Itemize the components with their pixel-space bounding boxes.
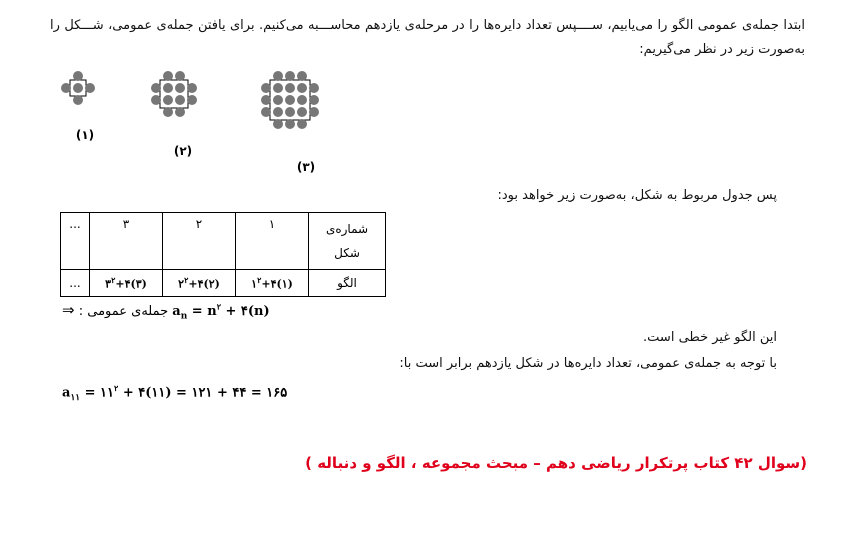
nonlinear-statement: این الگو غیر خطی است. [643,330,777,345]
outer-dot-left [261,107,271,117]
inner-square-frame [160,80,188,108]
eleventh-term-calculation [62,383,287,403]
formula-rhs-exp: ۲ [216,301,221,312]
outer-dot-bottom [163,107,173,117]
figure-2-label: (۲) [173,144,193,158]
outer-dot-right [309,83,319,93]
calc-base: = ۱۱ [80,385,115,401]
inner-dot [273,95,283,105]
outer-dot-bottom [273,119,283,129]
outer-dot-top [175,71,185,81]
figure-2-dots [150,70,198,118]
pattern-3-rest: +۴(۳) [115,277,147,291]
table-cell-number-3: ۳ [90,213,163,270]
outer-dot-top [73,71,83,81]
table-cell-pattern-1 [236,270,309,297]
inner-dot [285,107,295,117]
pattern-3-base: ۳ [105,277,112,291]
general-term-line [62,301,270,322]
figure-3-label: (۳) [296,160,316,174]
inner-dot [273,107,283,117]
pattern-header: الگو [309,270,386,297]
calc-exp: ۲ [114,383,119,393]
figure-1 [60,70,110,142]
table-cell-pattern-3 [90,270,163,297]
inner-dot [273,83,283,93]
inner-dot [175,83,185,93]
table-cell-pattern-2 [163,270,236,297]
outer-dot-bottom [285,119,295,129]
formula-lhs-sub: n [180,311,188,322]
implies-arrow-icon: ⇒ [62,301,75,319]
pattern-3-exp: ۲ [111,275,116,286]
outer-dot-left [151,83,161,93]
inner-dot [285,83,295,93]
outer-dot-top [273,71,283,81]
figure-number-header: شماره‌ی شکل [309,213,386,270]
pattern-2-exp: ۲ [184,275,189,286]
figure-3-dots [260,70,320,130]
table-row [61,270,386,297]
table-intro-text: پس جدول مربوط به شکل، به‌صورت زیر خواهد بود: [497,188,777,203]
general-term-label: جمله‌ی عمومی : [78,304,169,319]
pattern-table [60,212,386,297]
calc-rest: + ۴(۱۱) = ۱۲۱ + ۴۴ = ۱۶۵ [118,385,288,401]
outer-dot-bottom [175,107,185,117]
question-reference: (سوال ۴۲ کتاب پرتکرار ریاضی دهم – مبحث مجموعه ، الگو و دنباله ) [305,454,807,472]
figure-3 [260,70,350,175]
pattern-2-rest: +۴(۲) [188,277,220,291]
figure-1-dots [60,70,96,106]
pattern-1-base: ۱ [251,277,258,291]
formula-rhs-base: = n [187,304,217,319]
figure-2 [150,70,210,160]
inner-dot [297,107,307,117]
outer-dot-right [309,107,319,117]
outer-dot-left [261,95,271,105]
formula-lhs: a [172,304,181,319]
inner-dot [297,95,307,105]
outer-dot-left [261,83,271,93]
outer-dot-left [151,95,161,105]
calc-lhs: a [62,385,71,401]
inner-dot [163,95,173,105]
inner-dot [175,95,185,105]
pattern-1-rest: +۴(۱) [261,277,293,291]
table-row [61,213,386,270]
inner-dot [297,83,307,93]
outer-dot-right [85,83,95,93]
calc-lhs-sub: ۱۱ [70,392,81,403]
inner-dot [73,83,83,93]
outer-dot-right [309,95,319,105]
outer-dot-right [187,95,197,105]
inner-dot [163,83,173,93]
pattern-1-exp: ۲ [257,275,262,286]
outer-dot-top [163,71,173,81]
outer-dot-bottom [297,119,307,129]
formula-rhs-rest: + ۴(n) [220,304,270,319]
table-cell-number-2: ۲ [163,213,236,270]
table-cell-number-1: ۱ [236,213,309,270]
general-term-formula [172,301,270,322]
eleventh-term-statement: با توجه به جمله‌ی عمومی، تعداد دایره‌ها در شکل یازدهم برابر است با: [399,356,777,371]
inner-dot [285,95,295,105]
outer-dot-top [285,71,295,81]
outer-dot-top [297,71,307,81]
pattern-2-base: ۲ [178,277,185,291]
outer-dot-right [187,83,197,93]
table-cell-ellipsis-2: ... [61,270,90,297]
intro-paragraph: ابتدا جمله‌ی عمومی الگو را می‌یابیم، ســــپس تعداد دایره‌ها را در مرحله‌ی یازدهم محاســـبه می‌کنیم. برای یافتن جمله‌ی عمومی، شـــکل را به‌صورت زیر در نظر می‌گیریم: [50,18,805,57]
figure-1-label: (۱) [75,128,95,142]
table-cell-ellipsis-1: ... [61,213,90,270]
outer-dot-bottom [73,95,83,105]
outer-dot-left [61,83,71,93]
